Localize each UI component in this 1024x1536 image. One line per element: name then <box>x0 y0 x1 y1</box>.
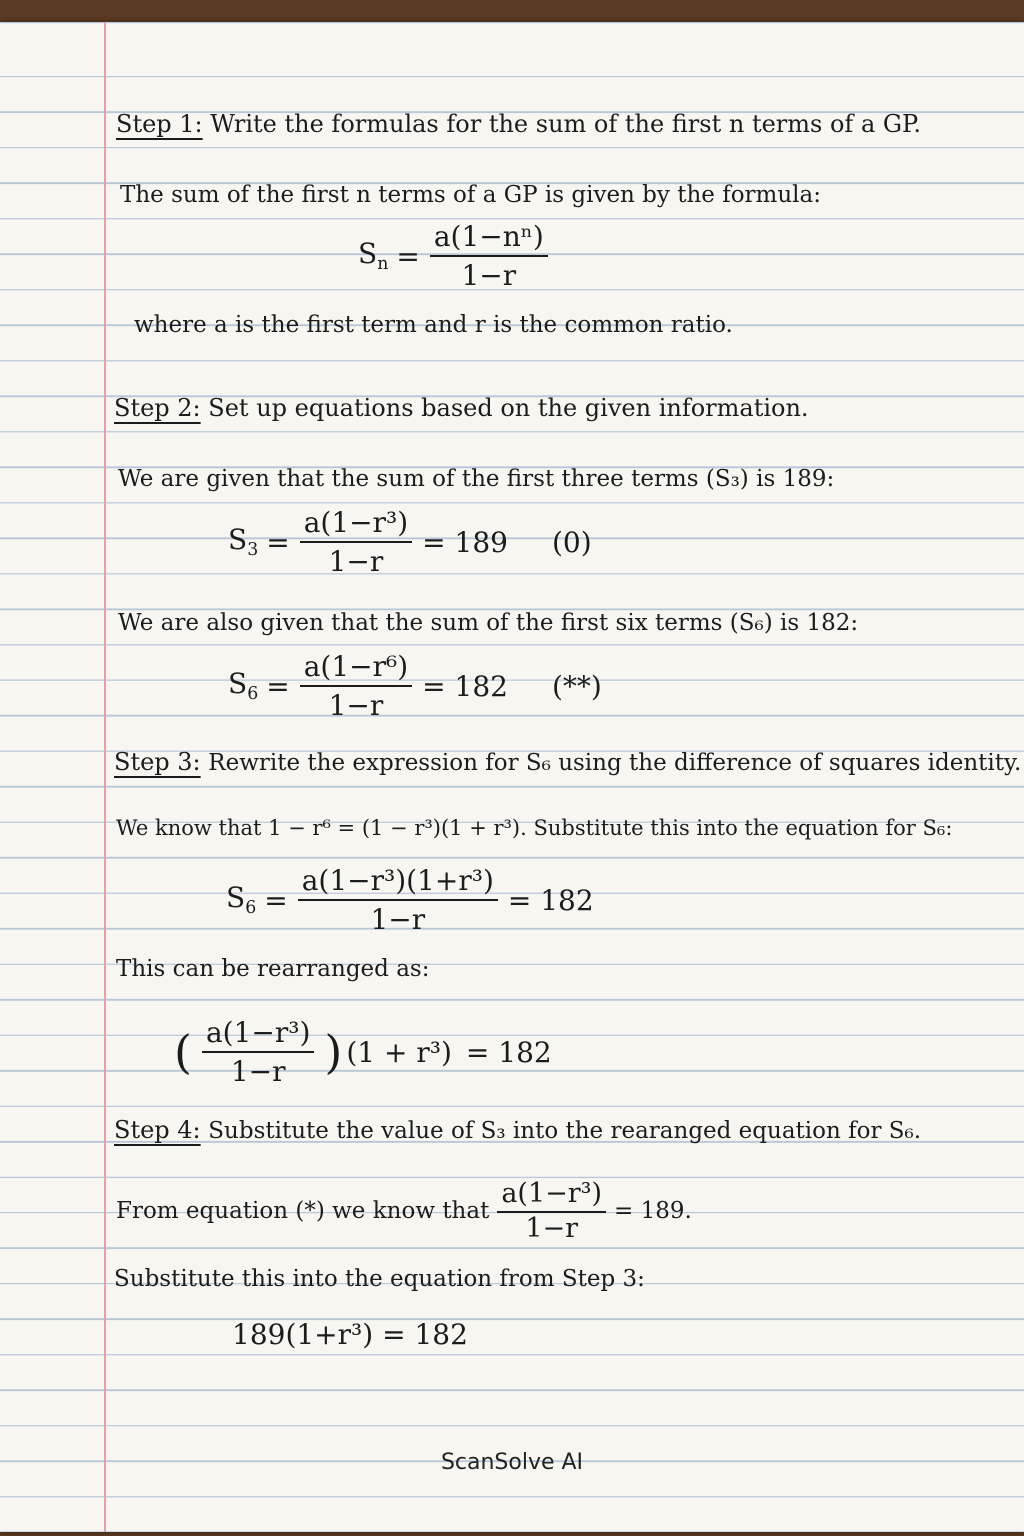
step1-title: Write the formulas for the sum of the first n terms of a GP. <box>210 110 921 138</box>
step1-intro: The sum of the first n terms of a GP is given by the formula: <box>120 182 821 208</box>
formula-lhs: $S_n$ <box>358 237 389 275</box>
step3-know: We know that 1 − r⁶ = (1 − r³)(1 + r³). Substitute this into the equation for S₆: <box>116 816 953 840</box>
eq1-tag: (0) <box>551 525 592 559</box>
step2-eq2: $S_6$ = $\frac{\text{a(1−r⁶)}}{1-r}$ = 182 (**) <box>228 650 602 722</box>
formula-fraction: $\frac{\text{a(1−nⁿ)}}{1-r}$ <box>430 220 548 292</box>
step4-heading <box>114 1116 921 1144</box>
step2-heading <box>114 394 809 422</box>
step3-label: Step 3: <box>114 748 201 776</box>
step4-final-eq: 189(1+r³) = 182 <box>232 1318 468 1351</box>
step4-label: Step 4: <box>114 1116 201 1144</box>
step2-given6: We are also given that the sum of the first six terms (S₆) is 182: <box>118 610 859 636</box>
notebook-page <box>0 22 1024 1532</box>
step3-title: Rewrite the expression for S₆ using the difference of squares identity. <box>208 750 1022 776</box>
step4-subst: Substitute this into the equation from Step 3: <box>114 1266 645 1292</box>
step1-heading <box>116 110 921 138</box>
step1-formula: $S_n$ = $\frac{\text{a(1−nⁿ)}}{1-r}$ <box>358 220 558 292</box>
step2-title: Set up equations based on the given information. <box>208 394 809 422</box>
step4-from-value: = 189. <box>614 1198 692 1224</box>
step1-where: where a is the first term and r is the common ratio. <box>134 312 733 338</box>
step1-label: Step 1: <box>116 110 203 138</box>
step3-heading <box>114 748 1021 776</box>
step4-from-fraction: $\frac{\text{a(1−r³)}}{1-r}$ <box>497 1178 606 1244</box>
step3-rearr: This can be rearranged as: <box>116 956 430 982</box>
step2-label: Step 2: <box>114 394 201 422</box>
step2-eq1: $S_3$ = $\frac{\text{a(1−r³)}}{1-r}$ = 189 (0) <box>228 506 592 578</box>
step3-rearr-eq: ( $\frac{\text{a(1−r³)}}{1-r}$ ) (1 + r³) = 182 <box>174 1016 552 1088</box>
margin-line <box>104 22 106 1532</box>
step4-from <box>116 1178 692 1244</box>
eq2-tag: (**) <box>551 669 602 703</box>
step2-given3: We are given that the sum of the first three terms (S₃) is 189: <box>118 466 835 492</box>
step4-title: Substitute the value of S₃ into the rearanged equation for S₆. <box>208 1118 922 1144</box>
watermark: ScanSolve AI <box>440 1450 584 1475</box>
step4-from-text: From equation (*) we know that <box>116 1198 490 1224</box>
step3-eq: $S_6$ = $\frac{\text{a(1−r³)(1+r³)}}{1-r}$ = 182 <box>226 864 594 936</box>
